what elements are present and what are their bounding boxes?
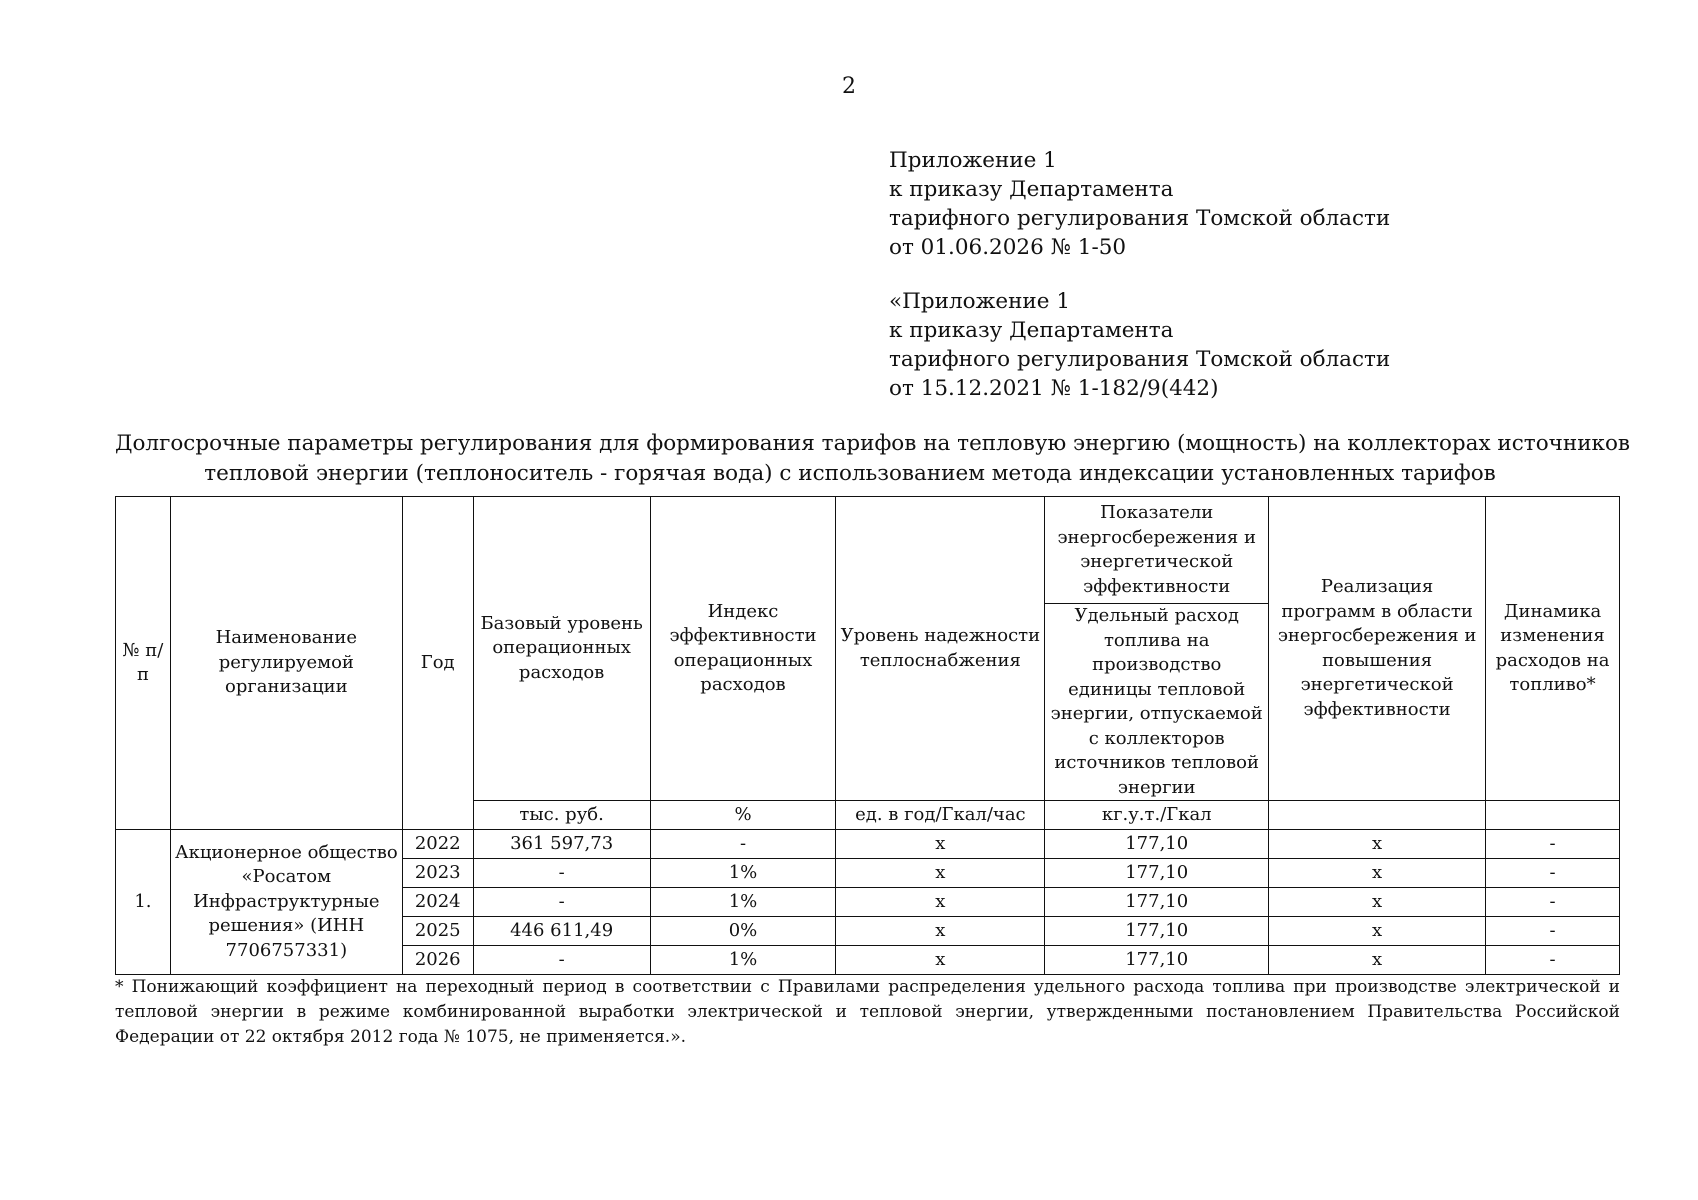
base-opex-cell: - bbox=[473, 946, 650, 975]
header-cell-efficiency-index: Индекс эффективности операционных расходов bbox=[650, 497, 836, 801]
header-cell-energy-group: Показатели энергосбережения и энергетической эффективности bbox=[1045, 497, 1269, 604]
unit-cell-fuel-rate: кг.у.т./Гкал bbox=[1045, 801, 1269, 830]
footnote: * Понижающий коэффициент на переходный период в соответствии с Правилами распределения удельного расхода топлива при производстве электрической и тепловой энергии в режиме комбинированной выработки электрической и тепловой энергии, утвержденными постановлением Правительства Российской Федерации от 22 октября 2012 года № 1075, не применяется.». bbox=[115, 977, 1620, 1047]
programs-cell: x bbox=[1269, 917, 1486, 946]
page-number: 2 bbox=[842, 74, 856, 99]
parameters-table bbox=[115, 496, 1620, 975]
unit-cell-programs bbox=[1269, 801, 1486, 830]
header-cell-num: № п/п bbox=[116, 497, 171, 830]
base-opex-cell: 446 611,49 bbox=[473, 917, 650, 946]
approval-block-current bbox=[889, 146, 1390, 262]
fuel-dynamics-cell: - bbox=[1486, 917, 1620, 946]
programs-cell: x bbox=[1269, 946, 1486, 975]
approval-block-original bbox=[889, 287, 1390, 403]
reliability-cell: x bbox=[836, 830, 1045, 859]
approval-line: тарифного регулирования Томской области bbox=[889, 206, 1391, 231]
programs-cell: x bbox=[1269, 859, 1486, 888]
approval-line: от 15.12.2021 № 1-182/9(442) bbox=[889, 376, 1219, 401]
year-cell: 2025 bbox=[402, 917, 473, 946]
year-cell: 2022 bbox=[402, 830, 473, 859]
header-cell-base-opex: Базовый уровень операционных расходов bbox=[473, 497, 650, 801]
approval-line: тарифного регулирования Томской области bbox=[889, 347, 1391, 372]
approval-line: к приказу Департамента bbox=[889, 177, 1174, 202]
document-title bbox=[115, 429, 1631, 489]
fuel-rate-cell: 177,10 bbox=[1045, 946, 1269, 975]
header-cell-programs: Реализация программ в области энергосбережения и повышения энергетической эффективности bbox=[1269, 497, 1486, 801]
unit-cell-reliability: ед. в год/Гкал/час bbox=[836, 801, 1045, 830]
base-opex-cell: - bbox=[473, 888, 650, 917]
header-cell-year: Год bbox=[402, 497, 473, 830]
fuel-rate-cell: 177,10 bbox=[1045, 888, 1269, 917]
header-cell-fuel-rate: Удельный расход топлива на производство единицы тепловой энергии, отпускаемой с коллекторов источников тепловой энергии bbox=[1045, 604, 1269, 801]
base-opex-cell: - bbox=[473, 859, 650, 888]
fuel-rate-cell: 177,10 bbox=[1045, 917, 1269, 946]
year-cell: 2026 bbox=[402, 946, 473, 975]
efficiency-index-cell: 1% bbox=[650, 888, 836, 917]
header-cell-org: Наименование регулируемой организации bbox=[170, 497, 402, 830]
unit-cell-base-opex: тыс. руб. bbox=[473, 801, 650, 830]
header-row bbox=[116, 497, 1620, 604]
efficiency-index-cell: 1% bbox=[650, 859, 836, 888]
fuel-dynamics-cell: - bbox=[1486, 859, 1620, 888]
reliability-cell: x bbox=[836, 917, 1045, 946]
fuel-dynamics-cell: - bbox=[1486, 946, 1620, 975]
unit-cell-efficiency-index: % bbox=[650, 801, 836, 830]
reliability-cell: x bbox=[836, 859, 1045, 888]
unit-cell-fuel-dynamics bbox=[1486, 801, 1620, 830]
fuel-dynamics-cell: - bbox=[1486, 888, 1620, 917]
reliability-cell: x bbox=[836, 946, 1045, 975]
programs-cell: x bbox=[1269, 830, 1486, 859]
fuel-rate-cell: 177,10 bbox=[1045, 859, 1269, 888]
entity-number-cell: 1. bbox=[116, 830, 171, 975]
reliability-cell: x bbox=[836, 888, 1045, 917]
year-cell: 2024 bbox=[402, 888, 473, 917]
fuel-rate-cell: 177,10 bbox=[1045, 830, 1269, 859]
year-cell: 2023 bbox=[402, 859, 473, 888]
approval-line: к приказу Департамента bbox=[889, 318, 1174, 343]
document-title-line: тепловой энергии (теплоноситель - горячая вода) с использованием метода индексации установленных тарифов bbox=[204, 461, 1496, 486]
header-cell-reliability: Уровень надежности теплоснабжения bbox=[836, 497, 1045, 801]
efficiency-index-cell: 1% bbox=[650, 946, 836, 975]
approval-line: от 01.06.2026 № 1-50 bbox=[889, 235, 1127, 260]
fuel-dynamics-cell: - bbox=[1486, 830, 1620, 859]
table-row bbox=[116, 830, 1620, 859]
approval-line: Приложение 1 bbox=[889, 148, 1057, 173]
entity-name-cell: Акционерное общество «Росатом Инфраструктурные решения» (ИНН 7706757331) bbox=[170, 830, 402, 975]
approval-line: «Приложение 1 bbox=[889, 289, 1070, 314]
header-cell-fuel-dynamics: Динамика изменения расходов на топливо* bbox=[1486, 497, 1620, 801]
efficiency-index-cell: - bbox=[650, 830, 836, 859]
document-title-line: Долгосрочные параметры регулирования для формирования тарифов на тепловую энергию (мощность) на коллекторах источников bbox=[115, 431, 1631, 456]
programs-cell: x bbox=[1269, 888, 1486, 917]
efficiency-index-cell: 0% bbox=[650, 917, 836, 946]
base-opex-cell: 361 597,73 bbox=[473, 830, 650, 859]
